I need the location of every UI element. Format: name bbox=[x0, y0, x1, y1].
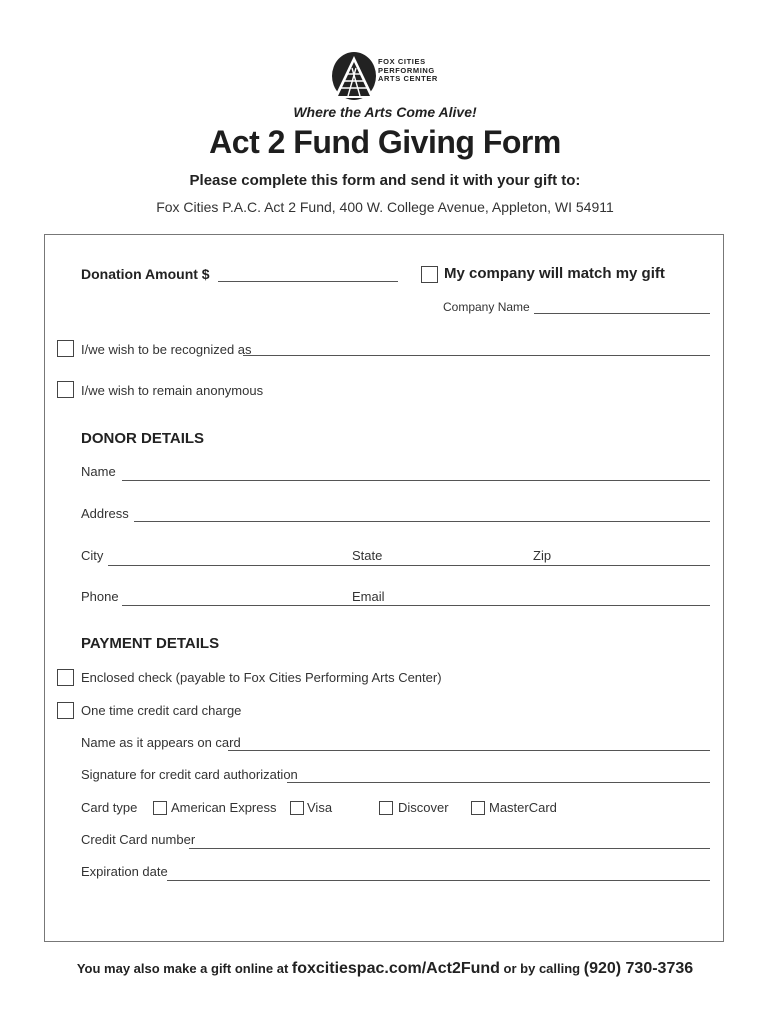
credit-card-checkbox[interactable] bbox=[57, 702, 74, 719]
check-label: Enclosed check (payable to Fox Cities Performing Arts Center) bbox=[81, 670, 442, 685]
recognized-as-field[interactable] bbox=[243, 355, 710, 356]
anonymous-checkbox[interactable] bbox=[57, 381, 74, 398]
visa-label: Visa bbox=[307, 800, 333, 815]
name-on-card-label: Name as it appears on card bbox=[81, 735, 241, 750]
logo-line-1: FOX CITIES bbox=[378, 57, 426, 66]
state-label: State bbox=[352, 548, 383, 563]
logo-line-2: PERFORMING bbox=[378, 65, 435, 75]
page-title: Act 2 Fund Giving Form bbox=[209, 124, 561, 160]
footer-phone: (920) 730-3736 bbox=[583, 960, 694, 977]
footer-note bbox=[0, 960, 770, 978]
card-type-label: Card type bbox=[81, 800, 138, 815]
amex-checkbox[interactable] bbox=[153, 801, 167, 815]
name-field[interactable] bbox=[122, 480, 710, 481]
address-label: Address bbox=[81, 506, 129, 521]
discover-label: Discover bbox=[398, 800, 449, 815]
phone-email-field[interactable] bbox=[122, 605, 710, 606]
footer-middle: or by calling bbox=[499, 961, 584, 976]
city-label: City bbox=[81, 548, 104, 563]
payment-details-heading: PAYMENT DETAILS bbox=[81, 635, 220, 652]
email-label: Email bbox=[352, 589, 385, 604]
zip-label: Zip bbox=[533, 548, 552, 563]
footer-url[interactable]: foxcitiespac.com/Act2Fund bbox=[291, 960, 500, 977]
donor-details-heading: DONOR DETAILS bbox=[81, 430, 205, 447]
anonymous-label: I/we wish to remain anonymous bbox=[81, 383, 264, 398]
donation-amount-field[interactable] bbox=[218, 281, 398, 282]
name-on-card-field[interactable] bbox=[228, 750, 710, 751]
amex-label: American Express bbox=[171, 800, 277, 815]
tagline: Where the Arts Come Alive! bbox=[293, 104, 477, 120]
signature-label: Signature for credit card authorization bbox=[81, 767, 298, 782]
recognized-checkbox[interactable] bbox=[57, 340, 74, 357]
company-match-checkbox[interactable] bbox=[421, 266, 438, 283]
company-match-label: My company will match my gift bbox=[444, 265, 665, 282]
mailing-address: Fox Cities P.A.C. Act 2 Fund, 400 W. College Avenue, Appleton, WI 54911 bbox=[156, 199, 614, 215]
discover-checkbox[interactable] bbox=[379, 801, 393, 815]
company-name-label: Company Name bbox=[443, 300, 530, 314]
mastercard-checkbox[interactable] bbox=[471, 801, 485, 815]
city-state-zip-field[interactable] bbox=[108, 565, 710, 566]
donation-amount-label: Donation Amount $ bbox=[81, 266, 210, 282]
expiration-label: Expiration date bbox=[81, 864, 168, 879]
footer-prefix: You may also make a gift online at bbox=[76, 961, 292, 976]
mastercard-label: MasterCard bbox=[489, 800, 557, 815]
logo-text bbox=[378, 58, 438, 84]
visa-checkbox[interactable] bbox=[290, 801, 304, 815]
recognized-label: I/we wish to be recognized as bbox=[81, 342, 252, 357]
address-field[interactable] bbox=[134, 521, 710, 522]
credit-card-label: One time credit card charge bbox=[81, 703, 242, 718]
name-label: Name bbox=[81, 464, 116, 479]
logo-line-3: ARTS CENTER bbox=[378, 74, 438, 83]
company-name-field[interactable] bbox=[534, 313, 710, 314]
card-number-field[interactable] bbox=[189, 848, 710, 849]
phone-label: Phone bbox=[81, 589, 119, 604]
page-subtitle: Please complete this form and send it with your gift to: bbox=[189, 172, 581, 189]
card-number-label: Credit Card number bbox=[81, 832, 196, 847]
expiration-field[interactable] bbox=[167, 880, 710, 881]
signature-field[interactable] bbox=[287, 782, 710, 783]
check-checkbox[interactable] bbox=[57, 669, 74, 686]
